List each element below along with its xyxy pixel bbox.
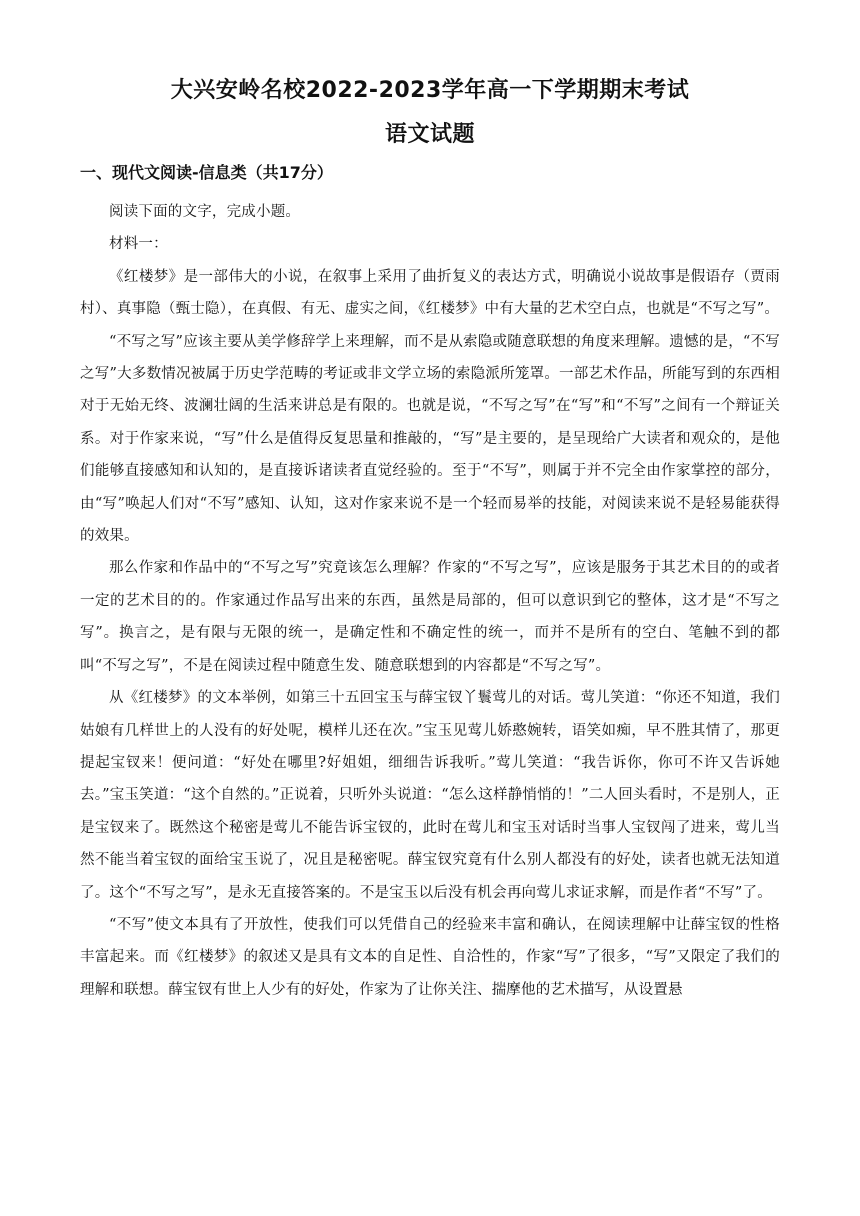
exam-subtitle: 语文试题 (384, 122, 475, 147)
body-paragraph: “不写之写”应该主要从美学修辞学上来理解，而不是从索隐或随意联想的角度来理解。遗憾的是，“不写之写”大多数情况被属于历史学范畴的考证或非文学立场的索隐派所笼罩。一部艺术作品，所能写到的东西相对于无始无终、波澜壮阔的生活来讲总是有限的。也就是说，“不写之写”在“写”和“不写”之间有一个辩证关系。对于作家来说，“写”什么是值得反复思量和推敲的，“写”是主要的，是呈现给广大读者和观众的，是他们能够直接感知和认知的，是直接诉诸读者直觉经验的。至于“不写”，则属于并不完全由作家掌控的部分，由“写”唤起人们对“不写”感知、认知，这对作家来说不是一个轻而易举的技能，对阅读来说不是轻易能获得的效果。 (80, 333, 780, 545)
exam-title: 大兴安岭名校2022-2023学年高一下学期期末考试 (170, 78, 690, 103)
material-label: 材料一： (109, 236, 168, 253)
body-paragraph: 那么作家和作品中的“不写之写”究竟该怎么理解？作家的“不写之写”，应该是服务于其艺术目的的或者一定的艺术目的的。作家通过作品写出来的东西，虽然是局部的，但可以意识到它的整体，这才是“不写之写”。换言之，是有限与无限的统一，是确定性和不确定性的统一，而并不是所有的空白、笔触不到的都叫“不写之写”，不是在阅读过程中随意生发、随意联想到的内容都是“不写之写”。 (80, 560, 780, 674)
reading-material (80, 196, 780, 1006)
body-paragraph: “不写”使文本具有了开放性，使我们可以凭借自己的经验来丰富和确认，在阅读理解中让薛宝钗的性格丰富起来。而《红楼梦》的叙述又是具有文本的自足性、自洽性的，作家“写”了很多，“写”又限定了我们的理解和联想。薛宝钗有世上人少有的好处，作家为了让你关注、揣摩他的艺术描写，从设置悬 (80, 916, 780, 998)
section-heading: 一、现代文阅读-信息类（共17分） (80, 163, 333, 182)
body-paragraph: 从《红楼梦》的文本举例，如第三十五回宝玉与薛宝钗丫鬟莺儿的对话。莺儿笑道：“你还不知道，我们姑娘有几样世上的人没有的好处呢，模样儿还在次。”宝玉见莺儿娇憨婉转，语笑如痴，早不胜其情了，那更提起宝钗来！便问道：“好处在哪里?好姐姐，细细告诉我听。”莺儿笑道：“我告诉你，你可不许又告诉她去。”宝玉笑道：“这个自然的。”正说着，只听外头说道：“怎么这样静悄悄的！”二人回头看时，不是别人，正是宝钗来了。既然这个秘密是莺儿不能告诉宝钗的，此时在莺儿和宝玉对话时当事人宝钗闯了进来，莺儿当然不能当着宝钗的面给宝玉说了，况且是秘密呢。薛宝钗究竟有什么别人都没有的好处，读者也就无法知道了。这个“不写之写”，是永无直接答案的。不是宝玉以后没有机会再向莺儿求证求解，而是作者“不写”了。 (80, 690, 780, 901)
body-paragraph: 《红楼梦》是一部伟大的小说，在叙事上采用了曲折复义的表达方式，明确说小说故事是假语存（贾雨村）、真事隐（甄士隐），在真假、有无、虚实之间，《红楼梦》中有大量的艺术空白点，也就是“不写之写”。 (80, 268, 780, 318)
instruction-paragraph: 阅读下面的文字，完成小题。 (109, 204, 301, 220)
